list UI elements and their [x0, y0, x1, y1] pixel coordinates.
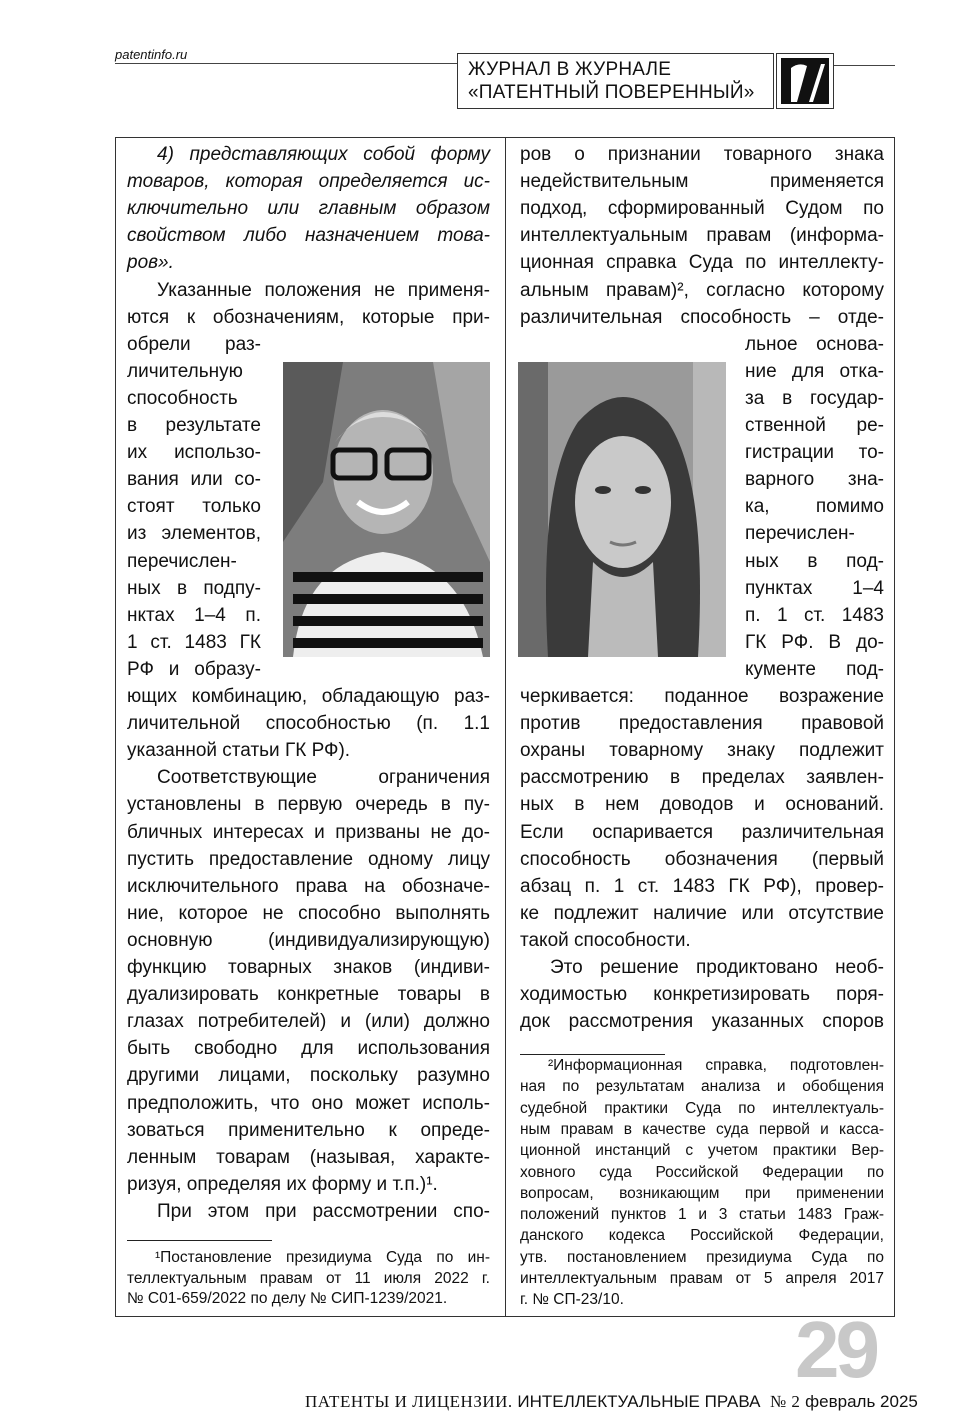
footnote-rule	[520, 1054, 665, 1055]
journal-title-line2: «ПАТЕНТНЫЙ ПОВЕРЕННЫЙ»	[468, 82, 755, 103]
text-line: ходимостью конкретизировать поря-	[520, 984, 884, 1006]
text-line: 4) представляющих собой форму	[157, 144, 490, 165]
text-line: При этом при рассмотрении спо-	[157, 1200, 490, 1222]
text-line: ственной ре-	[745, 415, 884, 436]
text-line: черкивается: поданное возражение	[520, 686, 884, 707]
page-footer	[305, 1392, 918, 1412]
footnote-line: г. № СП-23/10.	[520, 1291, 624, 1309]
text-line: быть свободно для использования	[127, 1038, 490, 1060]
text-line: док рассмотрения указанных споров	[520, 1011, 884, 1033]
text-line: функцию товарных знаков (индиви-	[127, 957, 490, 978]
page-number: 29	[795, 1305, 876, 1394]
text-line: недействительным применяется	[520, 171, 884, 193]
text-line: ключительно или главным образом	[127, 198, 490, 220]
text-line: Соответствующие ограничения	[157, 767, 490, 789]
text-line: ние для отка-	[745, 360, 884, 382]
footnote-line: судебной практики Суда по интеллектуаль-	[520, 1099, 884, 1117]
text-line: зоваться применительно к опреде-	[127, 1119, 490, 1141]
text-line: различительная способность – отде-	[520, 306, 884, 328]
text-line: указанной статьи ГК РФ).	[127, 740, 351, 762]
text-line: предположить, что оно может исполь-	[127, 1092, 490, 1114]
text-line: РФ и образу-	[127, 658, 261, 680]
text-line: вания или со-	[127, 469, 261, 491]
column-divider	[505, 137, 506, 1317]
text-line: ющих комбинацию, обладающую раз-	[127, 686, 490, 707]
journal-logo	[776, 53, 834, 109]
footnote-line: ховного суда Российской Федерации по	[520, 1163, 884, 1181]
text-line: из элементов,	[127, 523, 261, 545]
text-line: дуализировать конкретные товары в	[127, 984, 490, 1006]
journal-title-box	[457, 53, 774, 109]
text-line: ке подлежит наличие или отсутствие	[520, 902, 884, 924]
text-line: перечислен-	[127, 550, 237, 572]
text-line: другими лицами, поскольку разумно	[127, 1065, 490, 1087]
footnote-line: № С01-659/2022 по делу № СИП-1239/2021.	[127, 1290, 448, 1307]
site-url: patentinfo.ru	[115, 47, 188, 62]
text-line: товаров, которая определяется ис-	[127, 171, 490, 193]
text-line: пунктах 1–4	[745, 577, 884, 599]
text-line: гистрации то-	[745, 442, 884, 464]
text-line: абзац п. 1 ст. 1483 ГК РФ), провер-	[520, 875, 884, 897]
header-rule-right	[833, 65, 895, 66]
text-line: установлены в первую очередь в пу-	[127, 794, 490, 816]
footnote-rule	[127, 1240, 272, 1241]
text-line: личительную	[127, 360, 243, 382]
text-line: охраны товарному знаку подлежит	[520, 740, 884, 762]
text-line: за в государ-	[745, 387, 884, 409]
footnote-line: ¹Постановление президиума Суда по ин-	[155, 1249, 490, 1266]
text-line: ГК РФ. В до-	[745, 631, 884, 653]
text-line: основную (индивидуализирующую)	[127, 929, 490, 951]
text-line: ние, которое не способно выполнять	[127, 902, 490, 924]
text-line: альным правам)², согласно которому	[520, 279, 884, 301]
text-line: исключительного права на обозначе-	[127, 875, 490, 897]
footnote-line: ²Информационная справка, подготовлен-	[548, 1057, 884, 1074]
text-line: такой способности.	[520, 929, 691, 951]
footnote-line: теллектуальным правам от 11 июля 2022 г.	[127, 1269, 490, 1287]
text-line: против предоставления правовой	[520, 713, 884, 735]
text-line: ров о признании товарного знака	[520, 144, 884, 165]
text-line: перечислен-	[745, 523, 855, 545]
footnote-line: положений пунктов 1 и 3 статьи 1483 Граж-	[520, 1206, 884, 1224]
footer-date: февраль 2025	[805, 1392, 918, 1411]
text-line: способность	[127, 387, 238, 409]
text-line: льное основа-	[745, 333, 884, 355]
journal-title-line1: ЖУРНАЛ В ЖУРНАЛЕ	[468, 59, 672, 80]
text-line: нктах 1–4 п.	[127, 604, 261, 626]
text-line: ка, помимо	[745, 496, 884, 518]
footnote-line: утв. постановлением президиума Суда по	[520, 1248, 884, 1266]
footer-issue: № 2	[769, 1392, 801, 1411]
text-line: ленным товарам (называя, характе-	[127, 1146, 490, 1168]
text-line: бличных интересах и призваны не до-	[127, 821, 490, 843]
text-line: ризуя, определяя их форму и т.п.)¹.	[127, 1173, 438, 1195]
author-photo-man	[283, 362, 490, 657]
text-line: ных в нем доводов и оснований.	[520, 794, 884, 816]
text-line: ных в подпу-	[127, 577, 261, 599]
text-line: интеллектуальным правам (информа-	[520, 225, 884, 247]
footnote-line: ционной инстанций с учетом практики Вер-	[520, 1142, 884, 1160]
text-line: Указанные положения не применя-	[157, 279, 490, 301]
footnote-line: вопросам, возникающим при применении	[520, 1184, 884, 1202]
text-line: кументе под-	[745, 658, 884, 680]
text-line: варного зна-	[745, 469, 884, 491]
footnote-line: ная по результатам анализа и обобщения	[520, 1078, 884, 1096]
text-line: личительной способностью (п. 1.1	[127, 713, 490, 735]
text-line: ются к обозначениям, которые при-	[127, 306, 490, 328]
text-line: обрели раз-	[127, 333, 261, 355]
text-line: глазах потребителей) и (или) должно	[127, 1011, 490, 1033]
footnote-line: данского кодекса Российской Федерации,	[520, 1227, 884, 1245]
text-line: ных в под-	[745, 550, 884, 572]
text-line: Если оспаривается различительная	[520, 821, 884, 843]
text-line: способность обозначения (первый	[520, 848, 884, 870]
text-line: пустить предоставление одному лицу	[127, 848, 490, 870]
footnote-line: ным правам в качестве суда первой и касса-	[520, 1120, 884, 1138]
text-line: Это решение продиктовано необ-	[550, 957, 884, 978]
footnote-line: интеллектуальным правам от 5 апреля 2017	[520, 1270, 884, 1287]
text-line: ционная справка Суда по интеллекту-	[520, 252, 884, 274]
text-line: ров».	[127, 252, 174, 274]
text-line: в результате	[127, 415, 261, 436]
footer-journal: ПАТЕНТЫ И ЛИЦЕНЗИИ.	[305, 1392, 513, 1411]
author-photo-woman	[518, 362, 726, 657]
text-line: рассмотрению в пределах заявлен-	[520, 767, 884, 789]
text-line: 1 ст. 1483 ГК	[127, 631, 261, 653]
text-line: п. 1 ст. 1483	[745, 604, 884, 626]
text-line: стоят только	[127, 496, 261, 518]
header-rule-left	[115, 63, 457, 64]
footer-section: ИНТЕЛЛЕКТУАЛЬНЫЕ ПРАВА	[517, 1392, 761, 1411]
text-line: их использо-	[127, 442, 261, 464]
text-line: подход, сформированный Судом по	[520, 198, 884, 220]
text-line: свойством либо назначением това-	[127, 225, 490, 247]
